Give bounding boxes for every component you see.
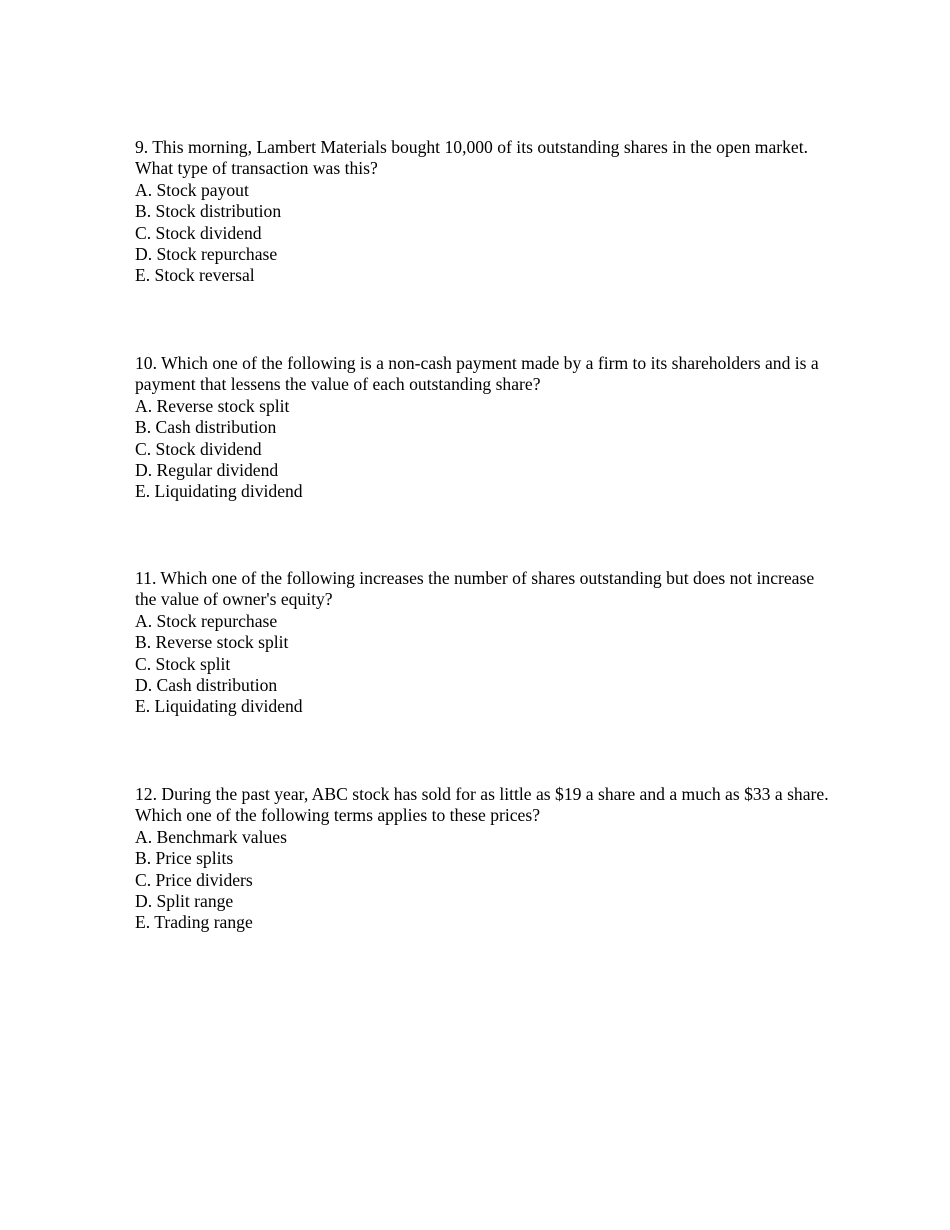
answer-option-d: D. Stock repurchase (135, 244, 278, 265)
question-11 (135, 568, 835, 718)
answer-option-b: B. Price splits (135, 848, 234, 869)
answer-option-e: E. Liquidating dividend (135, 481, 303, 502)
answer-option-e: E. Stock reversal (135, 265, 255, 286)
question-stem: 12. During the past year, ABC stock has sold for as little as $19 a share and a much as $33 a share. Which one of the following terms applies to these prices? (135, 784, 829, 826)
answer-option-d: D. Regular dividend (135, 460, 279, 481)
question-stem: 9. This morning, Lambert Materials bought 10,000 of its outstanding shares in the open market. What type of transaction was this? (135, 137, 809, 179)
answer-option-a: A. Benchmark values (135, 826, 287, 847)
answer-option-d: D. Cash distribution (135, 675, 278, 696)
answer-option-c: C. Price dividers (135, 869, 253, 890)
question-10 (135, 353, 835, 503)
answer-option-c: C. Stock dividend (135, 438, 262, 459)
answer-option-a: A. Stock repurchase (135, 610, 278, 631)
question-stem: 11. Which one of the following increases the number of shares outstanding but does not increase the value of owner's equity? (135, 568, 815, 610)
answer-option-d: D. Split range (135, 891, 234, 912)
question-9 (135, 137, 835, 287)
answer-option-a: A. Stock payout (135, 179, 249, 200)
answer-option-e: E. Trading range (135, 912, 253, 933)
answer-option-b: B. Cash distribution (135, 417, 277, 438)
question-12 (135, 784, 835, 934)
answer-option-e: E. Liquidating dividend (135, 696, 303, 717)
question-stem: 10. Which one of the following is a non-cash payment made by a firm to its shareholders and is a payment that lessens the value of each outstanding share? (135, 353, 819, 395)
answer-option-b: B. Reverse stock split (135, 632, 289, 653)
answer-option-c: C. Stock dividend (135, 222, 262, 243)
answer-option-a: A. Reverse stock split (135, 395, 290, 416)
answer-option-b: B. Stock distribution (135, 201, 282, 222)
answer-option-c: C. Stock split (135, 653, 231, 674)
